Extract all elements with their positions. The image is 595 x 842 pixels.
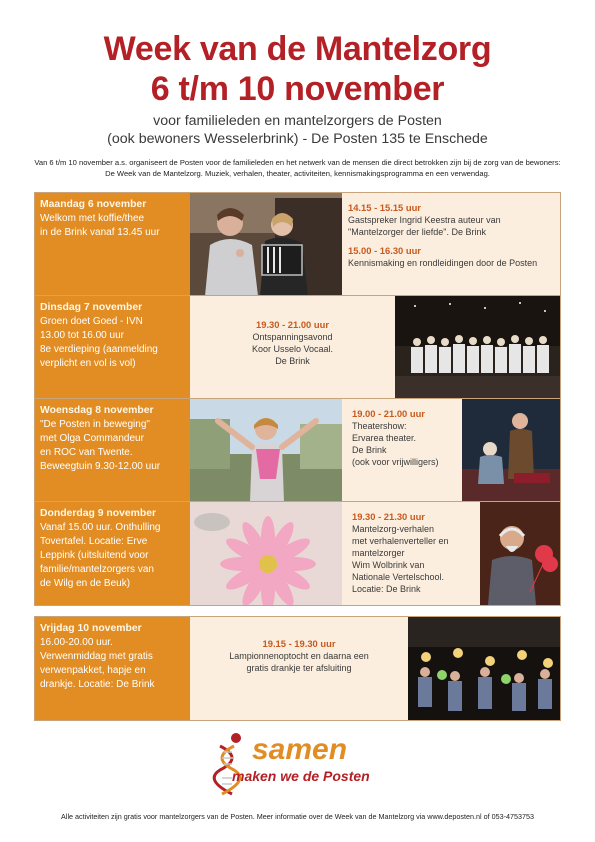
event-time: 15.00 - 16.30 uur bbox=[348, 245, 421, 256]
event-time: 19.30 - 21.00 uur bbox=[256, 319, 329, 330]
day-heading: Dinsdag 7 november bbox=[40, 302, 143, 313]
page-title-line1: Week van de Mantelzorg bbox=[103, 30, 492, 68]
event-info bbox=[342, 502, 480, 605]
day-panel bbox=[35, 502, 190, 605]
day-description: Vanaf 15.00 uur. Onthulling Tovertafel. Locatie: Erve Leppink (uitsluitend voor familie/mantelzorgers van de Wilg en de Beuk) bbox=[40, 522, 161, 589]
day-heading: Maandag 6 november bbox=[40, 199, 147, 210]
day-row-donderdag bbox=[34, 501, 561, 606]
event-info bbox=[342, 399, 462, 502]
day-heading: Vrijdag 10 november bbox=[40, 623, 142, 634]
event-text: Lampionnenoptocht en daarna een gratis drankje ter afsluiting bbox=[229, 651, 369, 673]
day-heading: Woensdag 8 november bbox=[40, 405, 154, 416]
dna-helix-icon bbox=[210, 732, 250, 798]
lantern-parade-photo bbox=[408, 617, 560, 720]
day-panel bbox=[35, 617, 190, 720]
intro-text: Van 6 t/m 10 november a.s. organiseert de Posten voor de familieleden en het netwerk van de mensen die direct betrokken zijn bij de zorg van de bewoners: De Week van de Mantelzorg. Muziek, verhalen, theater, activiteiten, kennismakingsprogramma en een verwendag. bbox=[34, 158, 561, 178]
choir-photo bbox=[395, 296, 560, 399]
event-time: 14.15 - 15.15 uur bbox=[348, 202, 421, 213]
samen-logo bbox=[210, 732, 390, 802]
day-description: "De Posten in beweging" met Olga Commandeur en ROC van Twente. Beweegtuin 9.30-12.00 uur bbox=[40, 419, 161, 472]
event-text: Mantelzorg-verhalen met verhalenverteller en mantelzorger Wim Wolbrink van Nationale Vertelschool. Locatie: De Brink bbox=[352, 524, 449, 594]
event-time: 19.00 - 21.00 uur bbox=[352, 408, 425, 419]
event-text: Ontspanningsavond Koor Usselo Vocaal. De Brink bbox=[251, 332, 334, 366]
singer-accordion-photo bbox=[190, 193, 342, 296]
event-time: 19.30 - 21.30 uur bbox=[352, 511, 425, 522]
theater-stage-photo bbox=[462, 399, 560, 502]
event-info bbox=[190, 296, 395, 399]
day-row-vrijdag bbox=[34, 616, 561, 721]
event-time: 19.15 - 19.30 uur bbox=[262, 638, 336, 649]
event-text: Kennismaking en rondleidingen door de Posten bbox=[348, 258, 538, 268]
day-heading: Donderdag 9 november bbox=[40, 508, 157, 519]
page-title-line2: 6 t/m 10 november bbox=[150, 70, 445, 108]
subtitle-line1: voor familieleden en mantelzorgers de Posten bbox=[153, 113, 442, 129]
flower-photo bbox=[190, 502, 342, 605]
day-description: Welkom met koffie/thee in de Brink vanaf 13.45 uur bbox=[40, 213, 160, 238]
event-info bbox=[190, 617, 408, 720]
day-panel bbox=[35, 399, 190, 502]
day-description: Groen doet Goed - IVN 13.00 tot 16.00 uur 8e verdieping (aanmelding verplicht en vol is vol) bbox=[40, 316, 158, 369]
day-panel bbox=[35, 193, 190, 296]
storyteller-photo bbox=[480, 502, 560, 605]
day-row-woensdag bbox=[34, 398, 561, 503]
logo-word: samen bbox=[252, 733, 348, 766]
event-text: Theatershow: Ervarea theater. De Brink (ook voor vrijwilligers) bbox=[352, 421, 439, 467]
day-row-maandag bbox=[34, 192, 561, 297]
day-description: 16.00-20.00 uur. Verwenmiddag met gratis verwenpakket, hapje en drankje. Locatie: De Brink bbox=[40, 637, 155, 690]
footer-text: Alle activiteiten zijn gratis voor mantelzorgers van de Posten. Meer informatie over de Week van de Mantelzorg via www.deposten.nl of 053-4753753 bbox=[61, 812, 534, 821]
day-panel bbox=[35, 296, 190, 399]
day-row-dinsdag bbox=[34, 295, 561, 400]
event-info bbox=[342, 193, 560, 296]
dancing-woman-photo bbox=[190, 399, 342, 502]
logo-tagline: maken we de Posten bbox=[232, 768, 370, 784]
event-text: Gastspreker Ingrid Keestra auteur van "Mantelzorger der liefde". De Brink bbox=[348, 215, 501, 237]
subtitle-line2: (ook bewoners Wesselerbrink) - De Posten 135 te Enschede bbox=[107, 131, 488, 147]
